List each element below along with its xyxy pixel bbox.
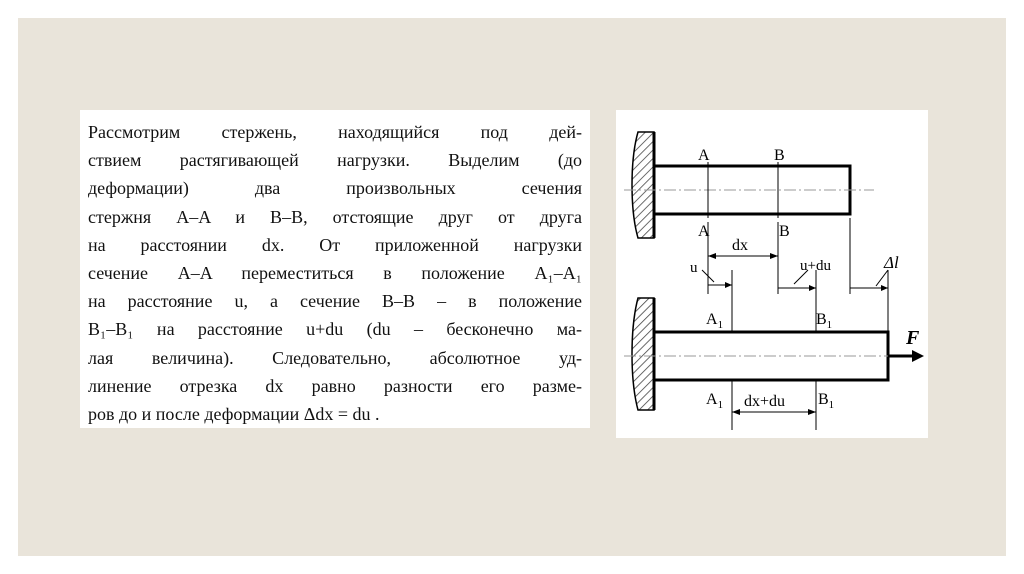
text-line-10: линение отрезка dx равно разности его разме-: [88, 375, 582, 396]
text-panel: [80, 110, 590, 428]
text-line-2: ствием растягивающей нагрузки. Выделим (до: [88, 150, 582, 171]
label-mid-B: B: [779, 223, 790, 240]
label-u: u: [690, 260, 698, 276]
text-line-8: B₁–B₁ на расстояние u+du (du – бесконечно ма-: [88, 319, 582, 340]
label-top-B: B: [774, 147, 785, 164]
label-B1-bottom: $B_1$: [818, 391, 835, 411]
label-force-F: F: [906, 327, 920, 349]
text-line-5: на расстоянии dx. От приложенной нагрузки: [88, 234, 582, 255]
label-B1-top: $B_1$: [816, 311, 833, 331]
label-A1-top: $A_1$: [706, 311, 724, 331]
label-mid-A: A: [698, 223, 710, 240]
label-dx: dx: [732, 237, 748, 254]
label-top-A: A: [698, 147, 710, 164]
text-line-7: на расстояние u, а сечение B–B – в положение: [88, 291, 582, 312]
label-delta-l: Δl: [884, 253, 899, 272]
text-line-9: лая величина). Следовательно, абсолютное уд-: [88, 347, 582, 368]
text-line-3: деформации) два произвольных сечения: [88, 178, 582, 199]
text-line-6: сечение A–A переместиться в положение A₁–A₁: [88, 262, 582, 283]
label-u-du: u+du: [800, 258, 831, 274]
label-A1-bottom: $A_1$: [706, 391, 724, 411]
label-dx-du: dx+du: [744, 393, 786, 410]
text-line-1: Рассмотрим стержень, находящийся под дей-: [88, 122, 582, 142]
rod-diagram: [616, 110, 928, 438]
bottom-wall-hatch: [632, 298, 654, 410]
rod-diagram-svg: [616, 110, 928, 438]
paragraph: [88, 118, 582, 428]
text-line-11: ров до и после деформации Δdx = du .: [88, 403, 380, 424]
top-wall-hatch: [632, 132, 654, 238]
text-line-4: стержня A–A и B–B, отстоящие друг от друга: [88, 206, 582, 227]
